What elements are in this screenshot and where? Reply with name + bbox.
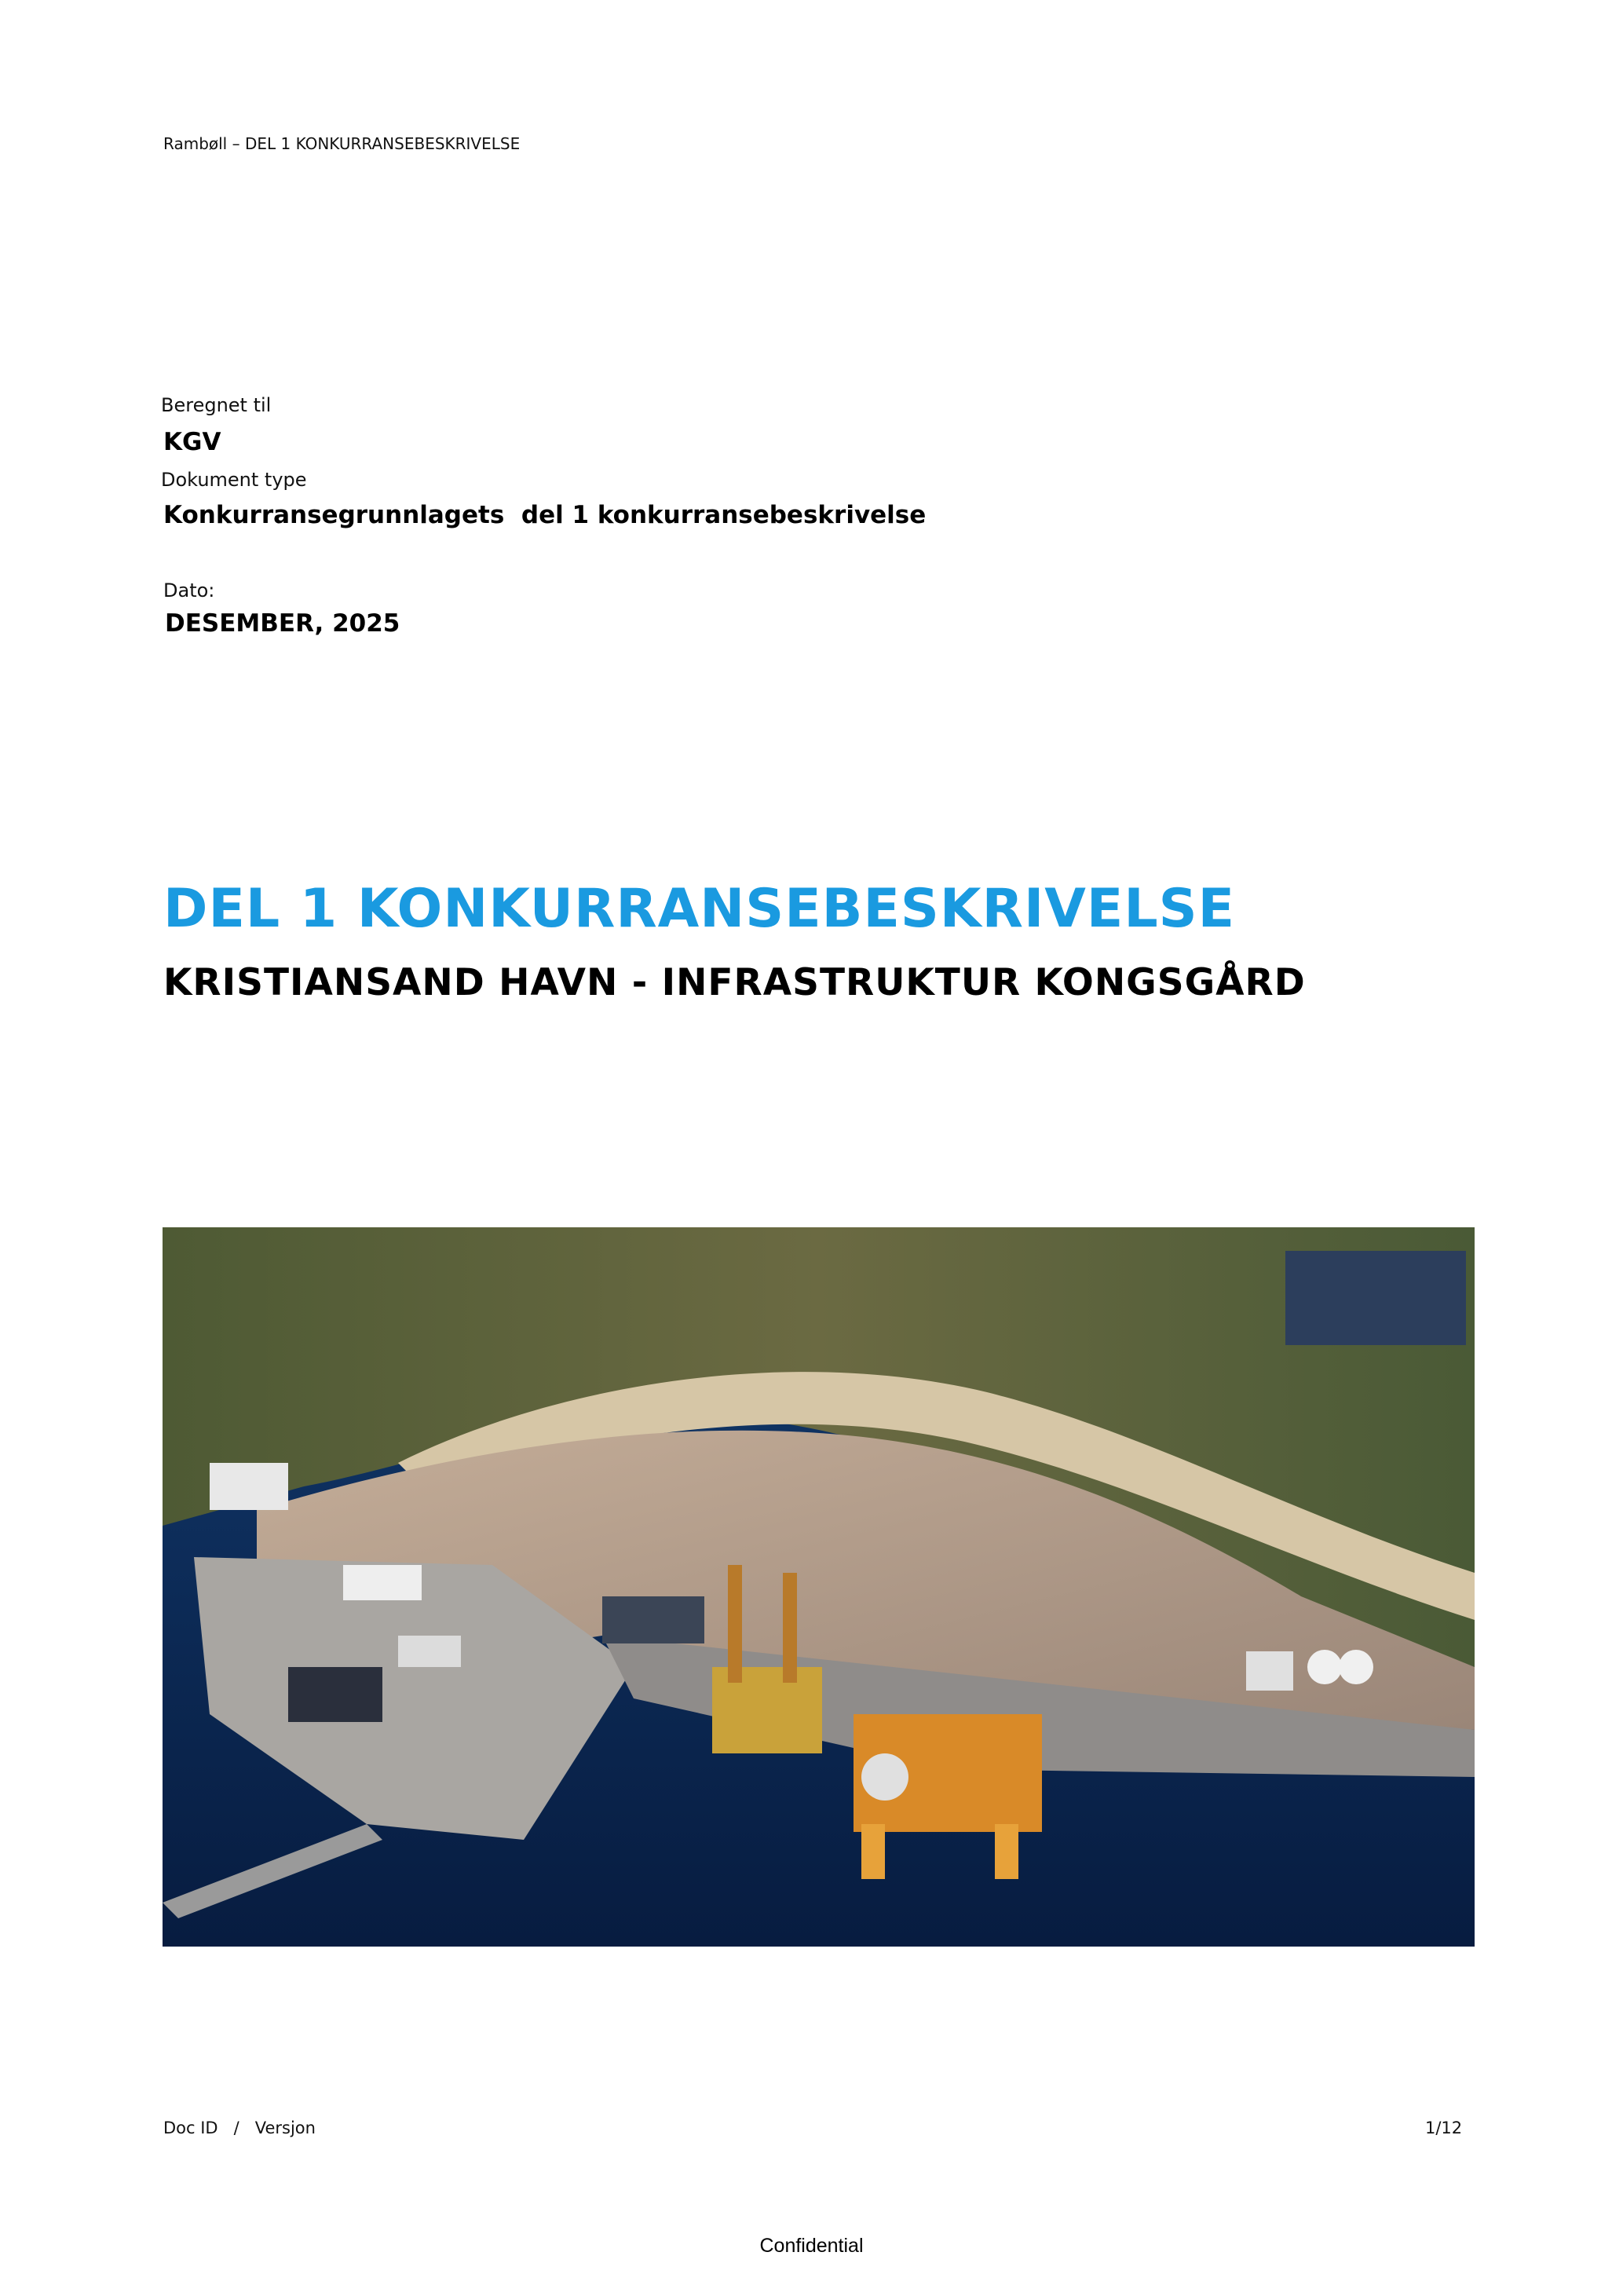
- doc-id-version: Doc ID / Versjon: [163, 2119, 316, 2137]
- running-header: Rambøll – DEL 1 KONKURRANSEBESKRIVELSE: [163, 134, 521, 153]
- page-number: 1/12: [1425, 2119, 1463, 2137]
- document-title: DEL 1 KONKURRANSEBESKRIVELSE: [163, 878, 1236, 940]
- document-subtitle: KRISTIANSAND HAVN - INFRASTRUKTUR KONGSGÅRD: [163, 961, 1306, 1004]
- date-label: Dato:: [163, 579, 215, 601]
- classification-label: Confidential: [759, 2235, 864, 2257]
- doctype-value: Konkurransegrunnlagets del 1 konkurransebeskrivelse: [163, 501, 927, 529]
- aerial-harbour-photo: [163, 1227, 1475, 1947]
- recipient-value: KGV: [163, 428, 221, 456]
- recipient-label: Beregnet til: [161, 394, 272, 416]
- date-value: DESEMBER, 2025: [165, 609, 400, 638]
- doctype-label: Dokument type: [161, 469, 307, 491]
